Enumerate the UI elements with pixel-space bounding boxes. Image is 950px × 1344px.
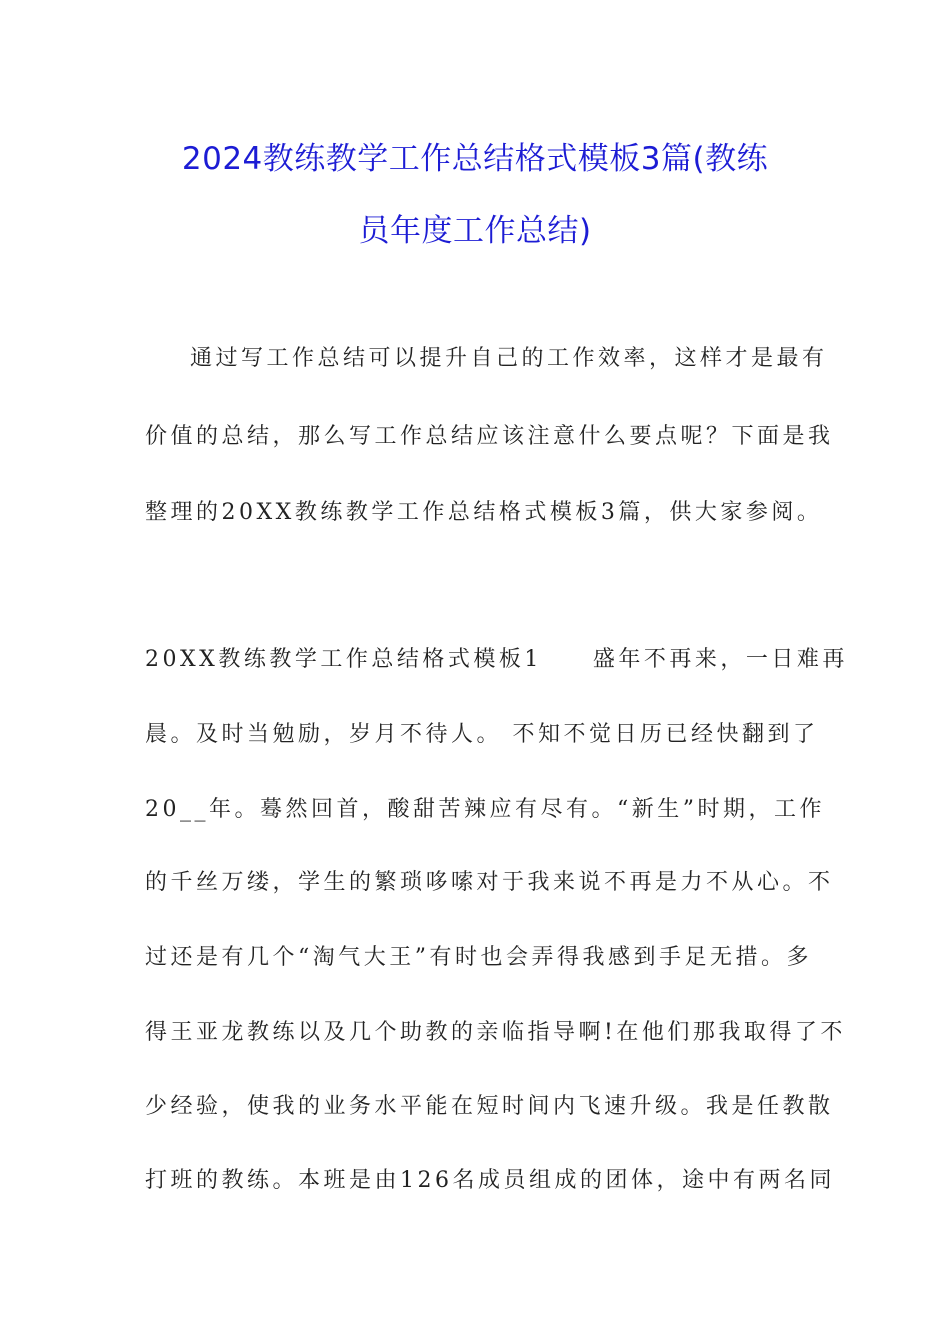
section-paragraph-line-5: 过还是有几个“淘气大王”有时也会弄得我感到手足无措。多 [145,945,812,970]
document-title-line-2: 员年度工作总结) [358,213,592,249]
section-paragraph-line-7: 少经验，使我的业务水平能在短时间内飞速升级。我是任教散 [145,1094,834,1119]
section-paragraph-line-6: 得王亚龙教练以及几个助教的亲临指导啊!在他们那我取得了不 [145,1020,846,1045]
section-paragraph-line-2: 晨。及时当勉励，岁月不待人。 不知不觉日历已经快翻到了 [145,722,819,747]
intro-paragraph-line-3: 整理的20XX教练教学工作总结格式模板3篇，供大家参阅。 [145,500,823,525]
section-paragraph-line-1: 20XX教练教学工作总结格式模板1 盛年不再来，一日难再 [145,647,848,672]
section-paragraph-line-8: 打班的教练。本班是由126名成员组成的团体，途中有两名同 [145,1168,835,1193]
section-paragraph-line-4: 的千丝万缕，学生的繁琐哆嗦对于我来说不再是力不从心。不 [145,870,834,895]
intro-paragraph-line-1: 通过写工作总结可以提升自己的工作效率，这样才是最有 [190,346,828,371]
intro-paragraph-line-2: 价值的总结，那么写工作总结应该注意什么要点呢？下面是我 [145,424,834,449]
section-paragraph-line-3: 20__年。蓦然回首，酸甜苦辣应有尽有。“新生”时期，工作 [145,797,825,822]
document-title-line-1: 2024教练教学工作总结格式模板3篇(教练 [181,141,769,177]
